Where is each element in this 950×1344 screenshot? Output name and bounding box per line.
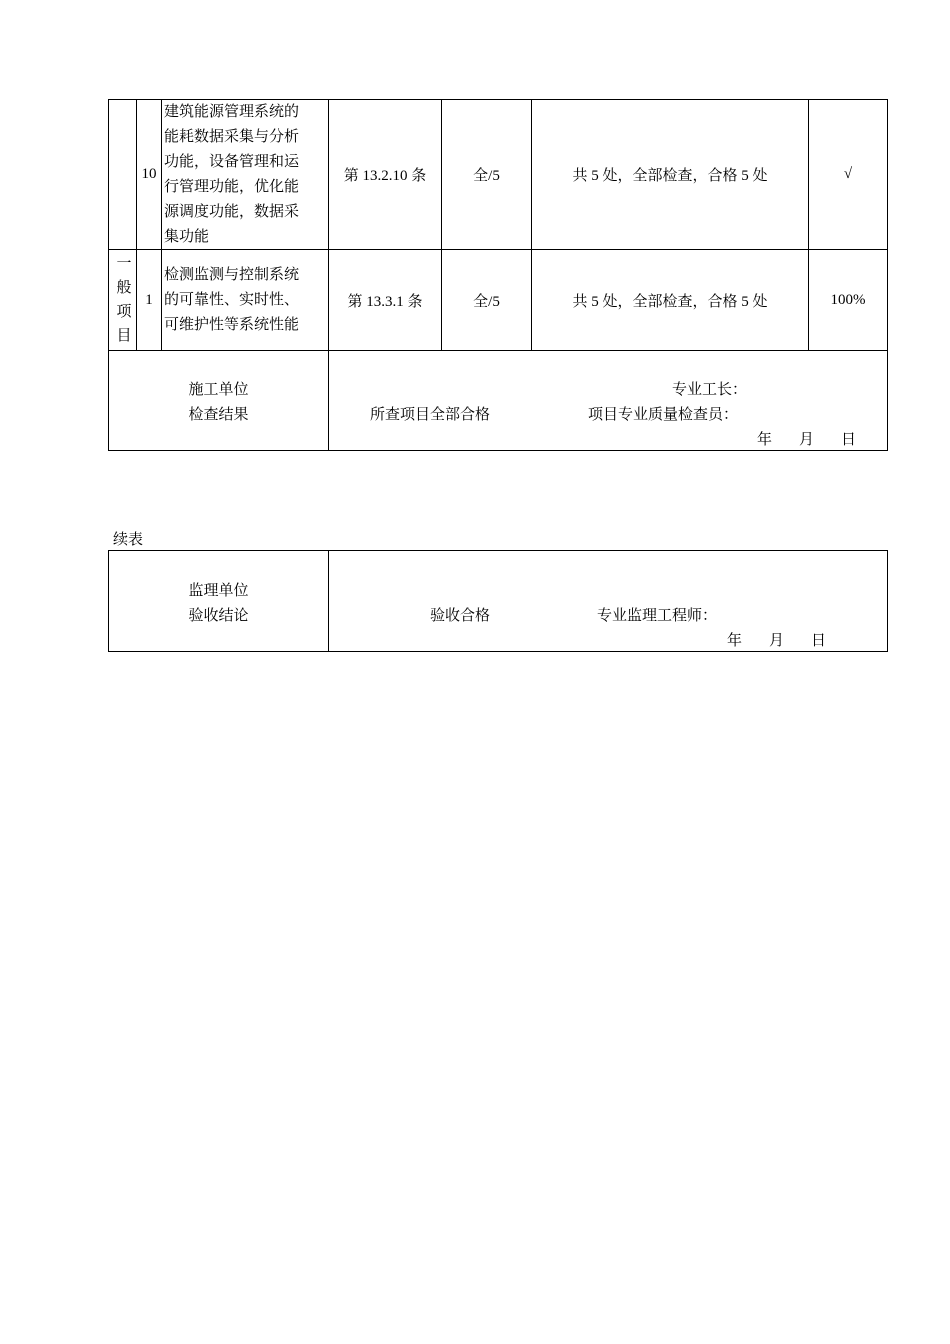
- row1-number-text: 10: [141, 166, 157, 182]
- row1-item-line: 集功能: [164, 229, 210, 245]
- row1-clause: [329, 100, 441, 249]
- row2-group-label: [113, 252, 135, 348]
- supervision-label-line2: 验收结论: [188, 608, 249, 624]
- row2-sample: [442, 250, 531, 350]
- row1-result-text: √: [843, 166, 853, 182]
- row1-number: [137, 100, 161, 249]
- row2-record: [532, 250, 808, 350]
- group-char: 般: [116, 280, 132, 296]
- group-char: 目: [116, 328, 132, 344]
- row2-number-text: 1: [145, 291, 153, 308]
- table2-border-bottom: [108, 651, 888, 652]
- construction-label-line2: 检查结果: [188, 407, 249, 423]
- row2-result-text: 100%: [830, 291, 866, 308]
- supervision-unit-label: [109, 579, 328, 629]
- row1-record-text: 共 5 处，全部检查，合格 5 处: [572, 168, 768, 184]
- supervision-label-line1: 监理单位: [188, 583, 249, 599]
- row1-item-line: 源调度功能，数据采: [164, 204, 300, 220]
- construction-date-year: 年: [757, 432, 773, 448]
- foreman-signature-label: 专业工长：: [672, 382, 748, 398]
- construction-label-line1: 施工单位: [188, 382, 249, 398]
- row2-result: [809, 250, 887, 350]
- row2-item-line: 的可靠性、实时性、: [164, 292, 300, 308]
- table1-row-divider: [108, 350, 888, 351]
- row2-record-text: 共 5 处，全部检查，合格 5 处: [572, 293, 768, 310]
- supervision-conclusion: 验收合格: [430, 608, 491, 624]
- row1-clause-text: 第 13.2.10 条: [343, 168, 427, 184]
- row2-sample-text: 全/5: [473, 293, 500, 310]
- construction-conclusion: 所查项目全部合格: [370, 407, 491, 423]
- row2-clause: [329, 250, 441, 350]
- row1-result: [809, 100, 887, 249]
- table1-border-right: [887, 99, 888, 451]
- row2-item-description: [164, 263, 326, 338]
- row1-item-line: 建筑能源管理系统的: [164, 104, 300, 120]
- row1-record: [532, 100, 808, 249]
- row1-item-line: 行管理功能，优化能: [164, 179, 300, 195]
- construction-unit-label: [109, 378, 328, 428]
- construction-date-day: 日: [841, 432, 857, 448]
- table2-border-right: [887, 550, 888, 652]
- continued-table-label: 续表: [113, 532, 144, 548]
- row2-item-line: 可维护性等系统性能: [164, 317, 300, 333]
- supervision-date-month: 月: [769, 633, 785, 649]
- row2-item-line: 检测监测与控制系统: [164, 267, 300, 283]
- table1-col-divider: [161, 99, 162, 350]
- supervising-engineer-signature-label: 专业监理工程师：: [597, 608, 718, 624]
- row1-item-line: 功能，设备管理和运: [164, 154, 300, 170]
- row1-sample-text: 全/5: [473, 168, 500, 184]
- row1-item-line: 能耗数据采集与分析: [164, 129, 300, 145]
- row2-number: [137, 250, 161, 350]
- row1-sample: [442, 100, 531, 249]
- table1-border-bottom: [108, 450, 888, 451]
- group-char: 项: [116, 304, 132, 320]
- supervision-date-day: 日: [811, 633, 827, 649]
- table2-border-top: [108, 550, 888, 551]
- quality-inspector-signature-label: 项目专业质量检查员：: [588, 407, 739, 423]
- construction-date-month: 月: [799, 432, 815, 448]
- row1-item-description: [164, 100, 326, 250]
- table2-col-divider: [328, 550, 329, 652]
- group-char: 一: [116, 256, 132, 272]
- supervision-date-year: 年: [727, 633, 743, 649]
- row2-clause-text: 第 13.3.1 条: [347, 293, 423, 310]
